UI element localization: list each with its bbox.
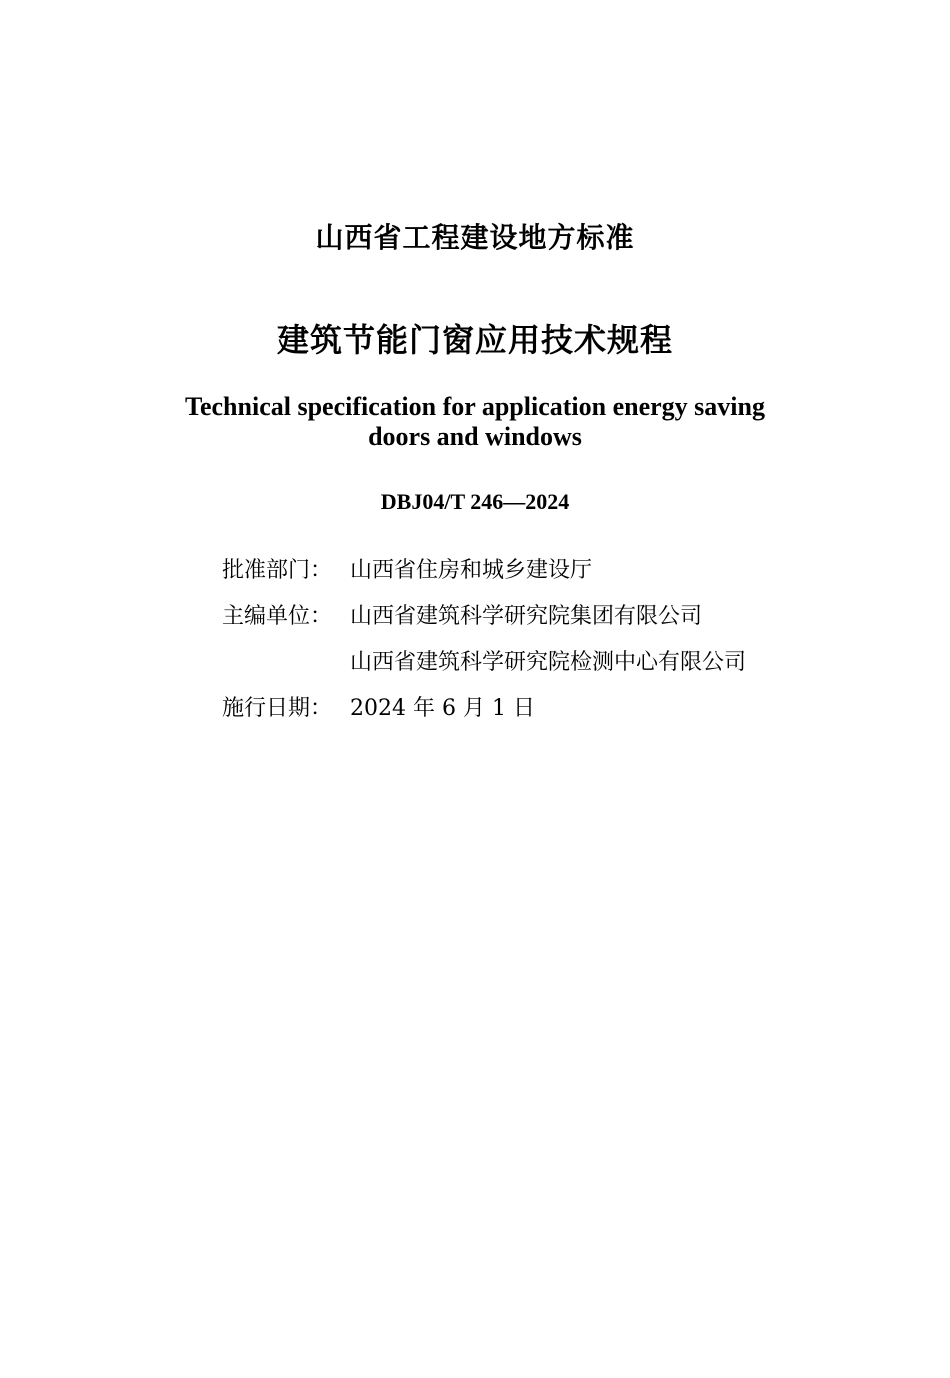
editor-unit-1: 山西省建筑科学研究院集团有限公司 — [350, 604, 703, 629]
effective-date-row — [222, 686, 842, 732]
effective-date-value: 2024 年 6 月 1 日 — [350, 696, 535, 721]
title-english-line-1: Technical specification for application energy saving — [185, 392, 765, 421]
approval-values — [350, 548, 592, 594]
editors-row — [222, 594, 842, 686]
editors-label: 主编单位： — [222, 604, 333, 629]
standard-series-heading: 山西省工程建设地方标准 — [315, 221, 635, 254]
effective-date-label: 施行日期： — [222, 696, 333, 721]
document-title-english — [100, 392, 850, 452]
title-english-line-2: doors and windows — [368, 422, 582, 451]
publication-info — [222, 548, 842, 732]
document-title-chinese: 建筑节能门窗应用技术规程 — [276, 321, 673, 359]
effective-date-values — [350, 686, 535, 732]
standard-code: DBJ04/T 246—2024 — [380, 489, 570, 514]
editors-values — [350, 594, 746, 686]
approval-row — [222, 548, 842, 594]
approval-label: 批准部门： — [222, 558, 333, 583]
approval-value: 山西省住房和城乡建设厅 — [350, 558, 593, 583]
editor-unit-2: 山西省建筑科学研究院检测中心有限公司 — [350, 650, 747, 675]
